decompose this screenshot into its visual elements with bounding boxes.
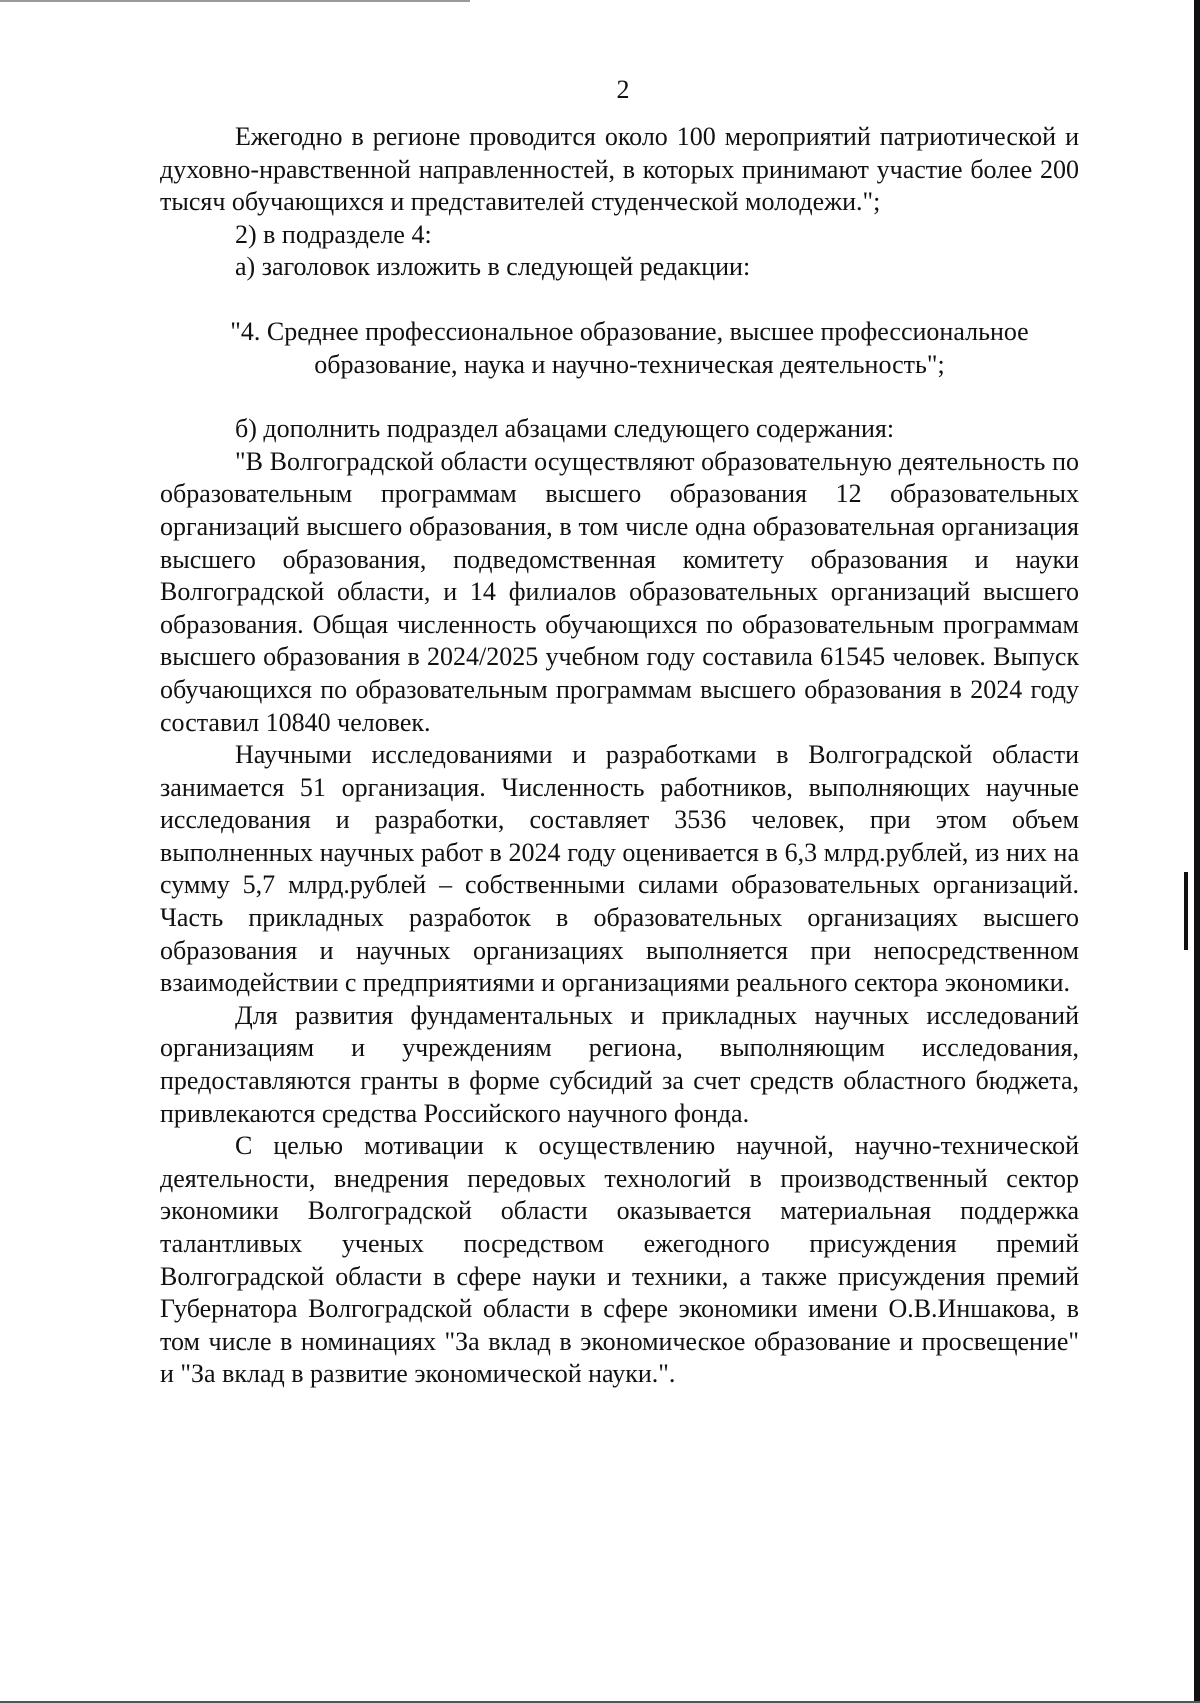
section-heading: "4. Среднее профессиональное образование, высшее профессиональное образование, наука и научно-техническая деятельность";: [230, 316, 1029, 379]
paragraph-patriotic-events: Ежегодно в регионе проводится около 100 мероприятий патриотической и духовно-нравственной направленностей, в которых принимают участие более 200 тысяч обучающихся и представителей студенческой молодежи.";: [160, 122, 1079, 217]
paragraph-research: Научными исследованиями и разработками в Волгоградской области занимается 51 организация. Численность работников, выполняющих научные исследования и разработки, составляет 3536 человек, при этом объем выполненных научных работ в 2024 году оценивается в 6,3 млрд.рублей, из них на сумму 5,7 млрд.рублей – собственными силами образовательных организаций. Часть прикладных разработок в образовательных организациях высшего образования и научных организациях выполняется при непосредственном взаимодействии с предприятиями и организациями реального сектора экономики.: [160, 740, 1079, 998]
page-number: 2: [616, 75, 630, 104]
scan-margin-mark: [1184, 872, 1188, 950]
paragraph-add-instruction: б) дополнить подраздел абзацами следующего содержания:: [235, 414, 895, 444]
document-body: [160, 121, 1079, 1391]
scan-top-edge: [0, 0, 470, 2]
paragraph-subsection-4: 2) в подразделе 4:: [235, 219, 432, 249]
paragraph-grants: Для развития фундаментальных и прикладных научных исследований организациям и учреждениям региона, выполняющим исследования, предоставляются гранты в форме субсидий за счет средств областного бюджета, привлекаются средства Российского научного фонда.: [160, 1000, 1079, 1128]
paragraph-heading-instruction: а) заголовок изложить в следующей редакции:: [235, 252, 751, 282]
paragraph-higher-education: "В Волгоградской области осуществляют образовательную деятельность по образовательным программам высшего образования 12 образовательных организаций высшего образования, в том числе одна образовательная организация высшего образования, подведомственная комитету образования и науки Волгоградской области, и 14 филиалов образовательных организаций высшего образования. Общая численность обучающихся по образовательным программам высшего образования в 2024/2025 учебном году составила 61545 человек. Выпуск обучающихся по образовательным программам высшего образования в 2024 году составил 10840 человек.: [160, 446, 1079, 737]
scan-right-edge: [1194, 0, 1200, 1703]
paragraph-awards: С целью мотивации к осуществлению научной, научно-технической деятельности, внедрения передовых технологий в производственный сектор экономики Волгоградской области оказывается материальная поддержка талантливых ученых посредством ежегодного присуждения премий Волгоградской области в сфере науки и техники, а также присуждения премий Губернатора Волгоградской области в сфере экономики имени О.В.Иншакова, в том числе в номинациях "За вклад в экономическое образование и просвещение" и "За вклад в развитие экономической науки.".: [160, 1131, 1079, 1389]
